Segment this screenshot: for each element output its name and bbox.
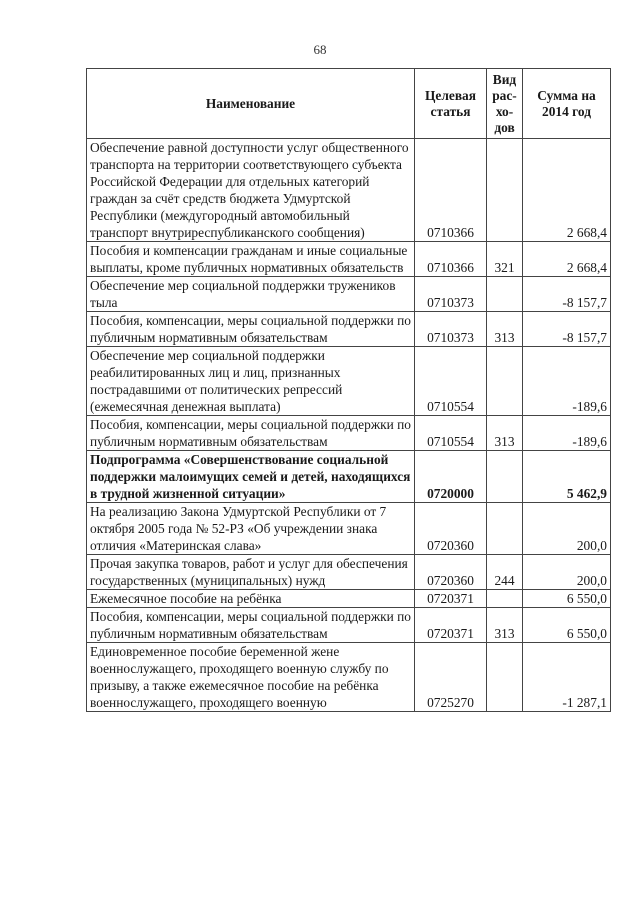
row-sum: -189,6	[523, 347, 611, 416]
table-row	[87, 312, 611, 347]
row-kind: 313	[487, 312, 523, 347]
row-sum: 200,0	[523, 503, 611, 555]
row-code: 0710554	[415, 347, 487, 416]
row-code: 0710366	[415, 242, 487, 277]
column-header-code: Целевая статья	[415, 69, 487, 139]
row-code: 0710366	[415, 139, 487, 242]
row-sum: 2 668,4	[523, 242, 611, 277]
column-header-sum: Сумма на 2014 год	[523, 69, 611, 139]
row-name: Пособия, компенсации, меры социальной поддержки по публичным нормативным обязательствам	[87, 416, 415, 451]
table-row	[87, 139, 611, 242]
row-kind	[487, 277, 523, 312]
row-sum: 6 550,0	[523, 590, 611, 608]
table-row	[87, 643, 611, 712]
row-sum: 2 668,4	[523, 139, 611, 242]
row-kind	[487, 503, 523, 555]
table-row	[87, 590, 611, 608]
row-sum: -1 287,1	[523, 643, 611, 712]
row-sum: -8 157,7	[523, 312, 611, 347]
row-name: Пособия, компенсации, меры социальной поддержки по публичным нормативным обязательствам	[87, 608, 415, 643]
table-row	[87, 503, 611, 555]
row-kind	[487, 139, 523, 242]
table-row	[87, 416, 611, 451]
table-row	[87, 242, 611, 277]
row-sum: -8 157,7	[523, 277, 611, 312]
row-code: 0710554	[415, 416, 487, 451]
row-code: 0720000	[415, 451, 487, 503]
row-code: 0720360	[415, 503, 487, 555]
row-code: 0720360	[415, 555, 487, 590]
row-kind	[487, 590, 523, 608]
row-kind	[487, 643, 523, 712]
row-kind: 313	[487, 416, 523, 451]
column-header-kind: Вид рас-хо-дов	[487, 69, 523, 139]
table-row	[87, 347, 611, 416]
row-code: 0710373	[415, 277, 487, 312]
row-name: Пособия и компенсации гражданам и иные социальные выплаты, кроме публичных нормативных обязательств	[87, 242, 415, 277]
row-name: На реализацию Закона Удмуртской Республики от 7 октября 2005 года № 52-РЗ «Об учреждении знака отличия «Материнская слава»	[87, 503, 415, 555]
table-body	[87, 139, 611, 712]
row-name: Прочая закупка товаров, работ и услуг для обеспечения государственных (муниципальных) нужд	[87, 555, 415, 590]
table-row	[87, 555, 611, 590]
table-row-subprogram	[87, 451, 611, 503]
row-kind	[487, 347, 523, 416]
row-sum: 6 550,0	[523, 608, 611, 643]
row-kind: 244	[487, 555, 523, 590]
row-name: Обеспечение мер социальной поддержки тружеников тыла	[87, 277, 415, 312]
page-number: 68	[313, 42, 327, 57]
row-kind: 313	[487, 608, 523, 643]
row-name: Ежемесячное пособие на ребёнка	[87, 590, 415, 608]
row-sum: 5 462,9	[523, 451, 611, 503]
column-header-name: Наименование	[87, 69, 415, 139]
table-header-row	[87, 69, 611, 139]
row-code: 0720371	[415, 608, 487, 643]
row-name: Обеспечение равной доступности услуг общественного транспорта на территории соответствующего субъекта Российской Федерации для отдельных категорий граждан за счёт средств бюджета Удмуртской Республики (междугородный автомобильный транспорт внутриреспубликанского сообщения)	[87, 139, 415, 242]
table-row	[87, 277, 611, 312]
row-kind	[487, 451, 523, 503]
row-code: 0720371	[415, 590, 487, 608]
row-sum: 200,0	[523, 555, 611, 590]
budget-table	[86, 68, 611, 712]
row-code: 0710373	[415, 312, 487, 347]
row-name: Единовременное пособие беременной жене военнослужащего, проходящего военную службу по призыву, а также ежемесячное пособие на ребёнка военнослужащего, проходящего военную	[87, 643, 415, 712]
row-name: Пособия, компенсации, меры социальной поддержки по публичным нормативным обязательствам	[87, 312, 415, 347]
row-kind: 321	[487, 242, 523, 277]
row-name: Подпрограмма «Совершенствование социальной поддержки малоимущих семей и детей, находящихся в трудной жизненной ситуации»	[87, 451, 415, 503]
row-name: Обеспечение мер социальной поддержки реабилитированных лиц и лиц, признанных пострадавшими от политических репрессий (ежемесячная денежная выплата)	[87, 347, 415, 416]
row-code: 0725270	[415, 643, 487, 712]
table-row	[87, 608, 611, 643]
row-sum: -189,6	[523, 416, 611, 451]
